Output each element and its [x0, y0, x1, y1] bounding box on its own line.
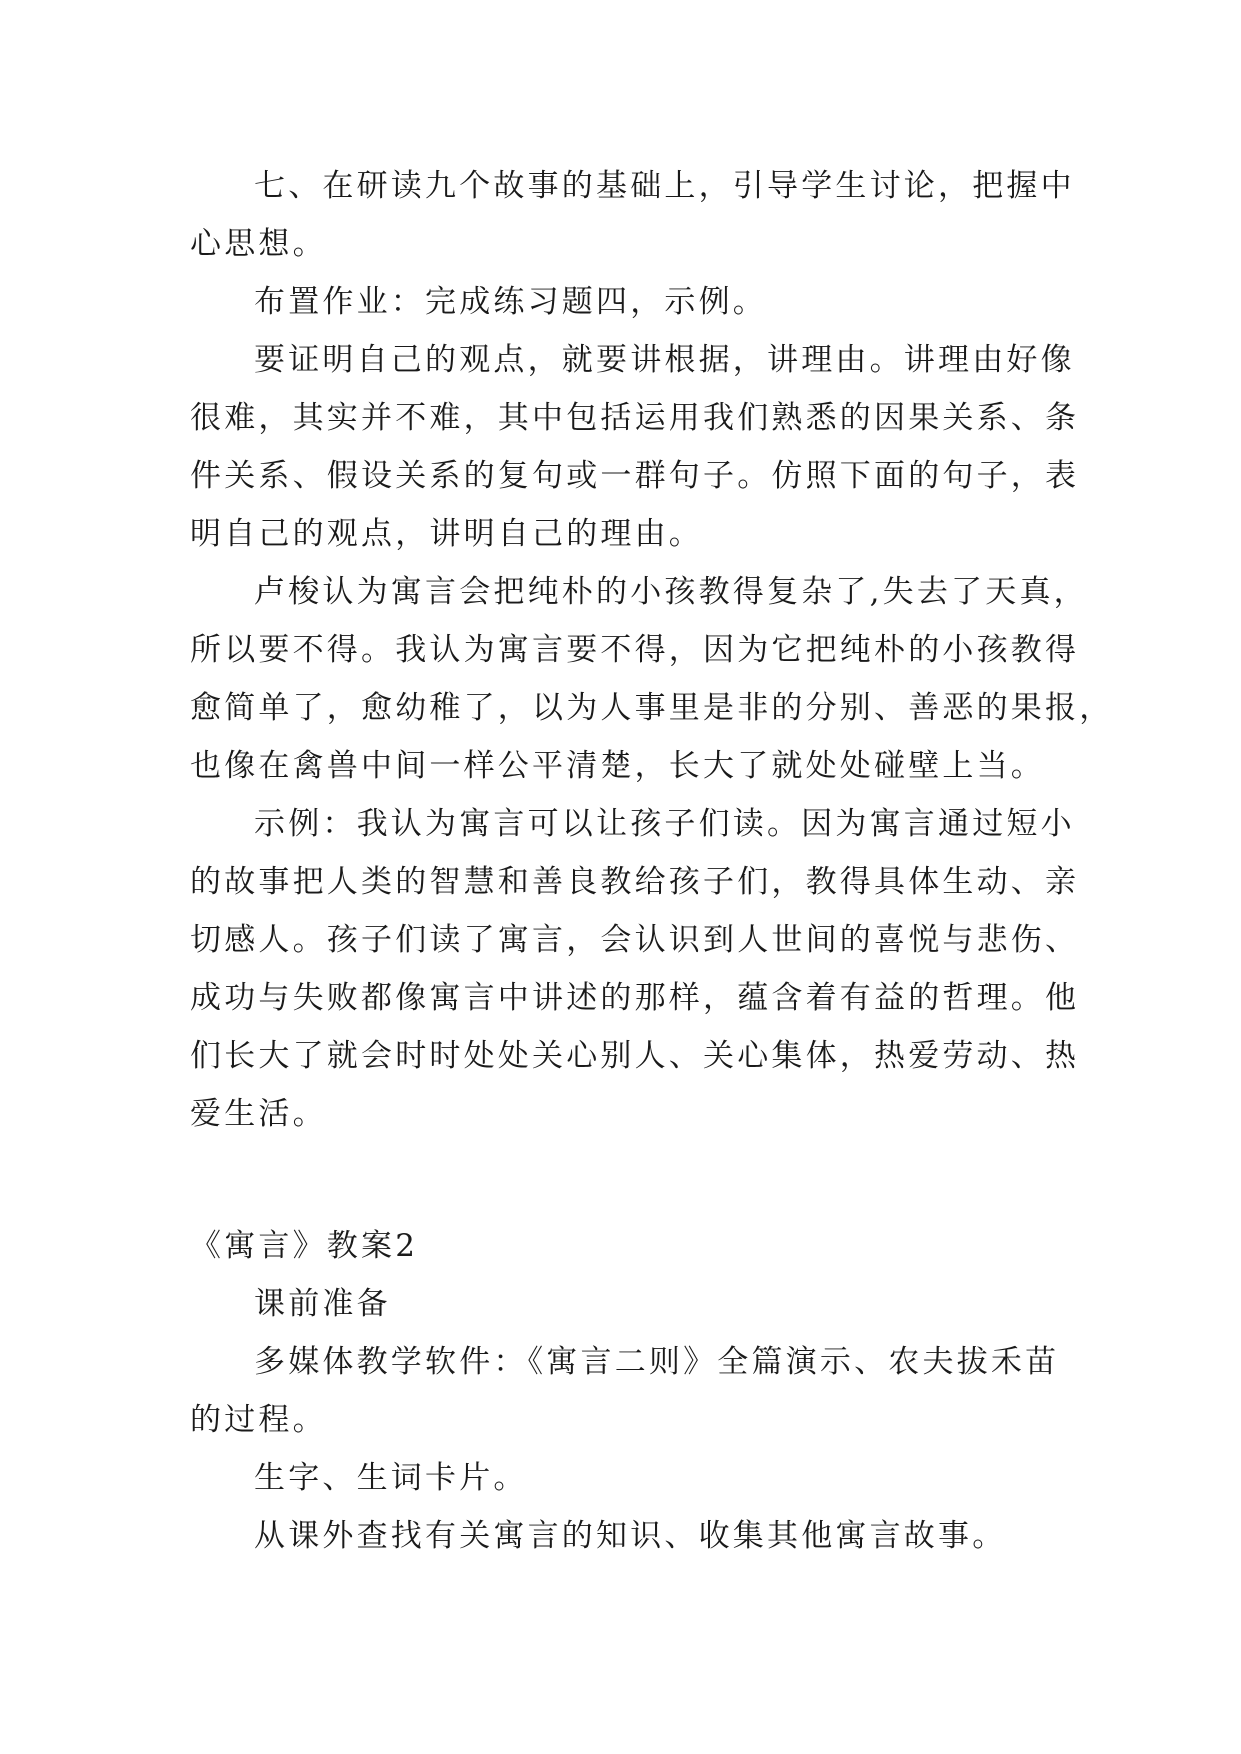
paragraph-line: 多媒体教学软件：《寓言二则》全篇演示、农夫拔禾苗	[254, 1344, 1060, 1380]
paragraph-line: 从课外查找有关寓言的知识、收集其他寓言故事。	[254, 1518, 1007, 1554]
paragraph-line: 示例：我认为寓言可以让孩子们读。因为寓言通过短小	[254, 806, 1075, 842]
paragraph-line: 七、在研读九个故事的基础上，引导学生讨论，把握中	[254, 168, 1075, 204]
paragraph-line: 要证明自己的观点，就要讲根据，讲理由。讲理由好像	[254, 342, 1075, 378]
paragraph-line: 生字、生词卡片。	[254, 1460, 528, 1496]
paragraph-line: 件关系、假设关系的复句或一群句子。仿照下面的句子，表	[190, 458, 1080, 494]
paragraph-line: 们长大了就会时时处处关心别人、关心集体，热爱劳动、热	[190, 1038, 1080, 1074]
paragraph-line: 的故事把人类的智慧和善良教给孩子们，教得具体生动、亲	[190, 864, 1080, 900]
paragraph-line: 的过程。	[190, 1402, 327, 1438]
lesson-plan-section-2	[190, 1217, 1060, 1565]
paragraph-line: 心思想。	[190, 226, 327, 262]
paragraph-line: 明自己的观点，讲明自己的理由。	[190, 516, 703, 552]
paragraph-line: 卢梭认为寓言会把纯朴的小孩教得复杂了,失去了天真，	[254, 574, 1088, 610]
paragraph-line: 布置作业：完成练习题四，示例。	[254, 284, 767, 320]
paragraph-line: 所以要不得。我认为寓言要不得，因为它把纯朴的小孩教得	[190, 632, 1080, 668]
section-heading: 《寓言》教案2	[190, 1228, 419, 1264]
lesson-plan-section-1	[190, 157, 1114, 1143]
subheading: 课前准备	[254, 1286, 391, 1322]
paragraph-line: 也像在禽兽中间一样公平清楚，长大了就处处碰壁上当。	[190, 748, 1045, 784]
paragraph-line: 切感人。孩子们读了寓言，会认识到人世间的喜悦与悲伤、	[190, 922, 1080, 958]
paragraph-line: 很难，其实并不难，其中包括运用我们熟悉的因果关系、条	[190, 400, 1080, 436]
paragraph-line: 愈简单了，愈幼稚了，以为人事里是非的分别、善恶的果报，	[190, 690, 1114, 726]
paragraph-line: 成功与失败都像寓言中讲述的那样，蕴含着有益的哲理。他	[190, 980, 1080, 1016]
paragraph-line: 爱生活。	[190, 1096, 327, 1132]
